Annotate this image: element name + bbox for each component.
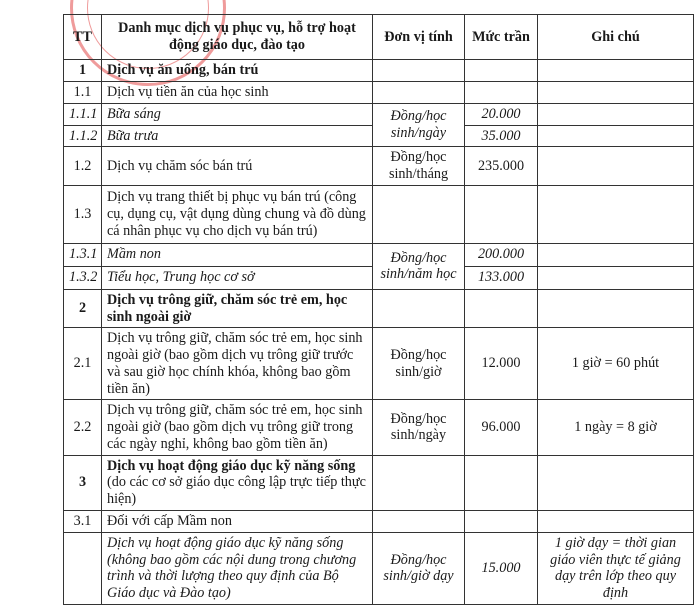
row-tt: 1.2 bbox=[64, 147, 102, 186]
row-tt: 1.1.1 bbox=[64, 103, 102, 125]
row-unit: Đồng/học sinh/ngày bbox=[373, 103, 465, 147]
row-tt bbox=[64, 532, 102, 604]
row-tt: 2.1 bbox=[64, 328, 102, 400]
row-price: 15.000 bbox=[465, 532, 538, 604]
row-price: 35.000 bbox=[465, 125, 538, 147]
row-desc: Mầm non bbox=[102, 243, 373, 266]
row-tt: 1.1.2 bbox=[64, 125, 102, 147]
table-row bbox=[64, 532, 694, 604]
row-note bbox=[538, 60, 694, 82]
row-desc: Tiểu học, Trung học cơ sở bbox=[102, 266, 373, 289]
row-price: 96.000 bbox=[465, 400, 538, 455]
header-unit: Đơn vị tính bbox=[373, 15, 465, 60]
header-note: Ghi chú bbox=[538, 15, 694, 60]
row-price: 12.000 bbox=[465, 328, 538, 400]
row-price bbox=[465, 455, 538, 510]
row-note: 1 ngày = 8 giờ bbox=[538, 400, 694, 455]
table-row bbox=[64, 455, 694, 510]
row-price: 200.000 bbox=[465, 243, 538, 266]
service-fee-table bbox=[63, 14, 694, 605]
header-price: Mức trần bbox=[465, 15, 538, 60]
row-note: 1 giờ dạy = thời gian giáo viên thực tế giảng dạy trên lớp theo quy định bbox=[538, 532, 694, 604]
table-row bbox=[64, 289, 694, 328]
row-note bbox=[538, 510, 694, 532]
row-unit bbox=[373, 510, 465, 532]
row-price: 235.000 bbox=[465, 147, 538, 186]
row-unit: Đồng/học sinh/giờ bbox=[373, 328, 465, 400]
row-price bbox=[465, 82, 538, 104]
row-desc: Dịch vụ trông giữ, chăm sóc trẻ em, học sinh ngoài giờ (bao gồm dịch vụ trông giữ trong các ngày nghỉ, không bao gồm tiền ăn) bbox=[102, 400, 373, 455]
row-price bbox=[465, 60, 538, 82]
table-row bbox=[64, 82, 694, 104]
table-row bbox=[64, 147, 694, 186]
row-note bbox=[538, 243, 694, 266]
table-row bbox=[64, 400, 694, 455]
table-row bbox=[64, 185, 694, 243]
row-unit: Đồng/học sinh/năm học bbox=[373, 243, 465, 289]
table-row bbox=[64, 243, 694, 266]
row-tt: 1 bbox=[64, 60, 102, 82]
row-desc bbox=[102, 455, 373, 510]
row-unit bbox=[373, 289, 465, 328]
header-category: Danh mục dịch vụ phục vụ, hỗ trợ hoạt động giáo dục, đào tạo bbox=[102, 15, 373, 60]
row-note bbox=[538, 455, 694, 510]
row-tt: 1.3.2 bbox=[64, 266, 102, 289]
row-price: 20.000 bbox=[465, 103, 538, 125]
row-desc: Dịch vụ trang thiết bị phục vụ bán trú (công cụ, dụng cụ, vật dụng dùng chung và đồ dùng cá nhân phục vụ cho dịch vụ bán trú) bbox=[102, 185, 373, 243]
row-desc-rest: (do các cơ sở giáo dục công lập trực tiếp thực hiện) bbox=[107, 474, 366, 507]
row-desc: Bữa trưa bbox=[102, 125, 373, 147]
row-note bbox=[538, 147, 694, 186]
row-desc: Dịch vụ trông giữ, chăm sóc trẻ em, học sinh ngoài giờ (bao gồm dịch vụ trông giữ trước và sau giờ học chính khóa, không bao gồm tiền ăn) bbox=[102, 328, 373, 400]
table-row bbox=[64, 103, 694, 125]
row-tt: 1.3 bbox=[64, 185, 102, 243]
row-desc: Dịch vụ tiền ăn của học sinh bbox=[102, 82, 373, 104]
row-tt: 3 bbox=[64, 455, 102, 510]
table-row bbox=[64, 510, 694, 532]
row-desc: Bữa sáng bbox=[102, 103, 373, 125]
row-price bbox=[465, 289, 538, 328]
row-note bbox=[538, 82, 694, 104]
row-tt: 2.2 bbox=[64, 400, 102, 455]
row-tt: 3.1 bbox=[64, 510, 102, 532]
row-unit: Đồng/học sinh/ngày bbox=[373, 400, 465, 455]
row-note bbox=[538, 185, 694, 243]
row-unit bbox=[373, 455, 465, 510]
table-header-row bbox=[64, 15, 694, 60]
table-row bbox=[64, 60, 694, 82]
row-unit bbox=[373, 60, 465, 82]
row-note bbox=[538, 289, 694, 328]
row-note bbox=[538, 103, 694, 125]
table-row bbox=[64, 328, 694, 400]
row-desc: Dịch vụ chăm sóc bán trú bbox=[102, 147, 373, 186]
row-price bbox=[465, 510, 538, 532]
row-tt: 1.1 bbox=[64, 82, 102, 104]
row-desc: Dịch vụ hoạt động giáo dục kỹ năng sống (không bao gồm các nội dung trong chương trình và thời lượng theo quy định của Bộ Giáo dục và Đào tạo) bbox=[102, 532, 373, 604]
row-note bbox=[538, 125, 694, 147]
row-desc: Dịch vụ ăn uống, bán trú bbox=[102, 60, 373, 82]
row-unit: Đồng/học sinh/giờ dạy bbox=[373, 532, 465, 604]
row-note bbox=[538, 266, 694, 289]
row-desc-bold: Dịch vụ hoạt động giáo dục kỹ năng sống bbox=[107, 457, 356, 474]
row-price bbox=[465, 185, 538, 243]
row-unit bbox=[373, 185, 465, 243]
row-tt: 2 bbox=[64, 289, 102, 328]
row-price: 133.000 bbox=[465, 266, 538, 289]
row-desc: Đối với cấp Mầm non bbox=[102, 510, 373, 532]
row-desc: Dịch vụ trông giữ, chăm sóc trẻ em, học sinh ngoài giờ bbox=[102, 289, 373, 328]
row-tt: 1.3.1 bbox=[64, 243, 102, 266]
row-unit bbox=[373, 82, 465, 104]
row-note: 1 giờ = 60 phút bbox=[538, 328, 694, 400]
header-tt: TT bbox=[64, 15, 102, 60]
row-unit: Đồng/học sinh/tháng bbox=[373, 147, 465, 186]
